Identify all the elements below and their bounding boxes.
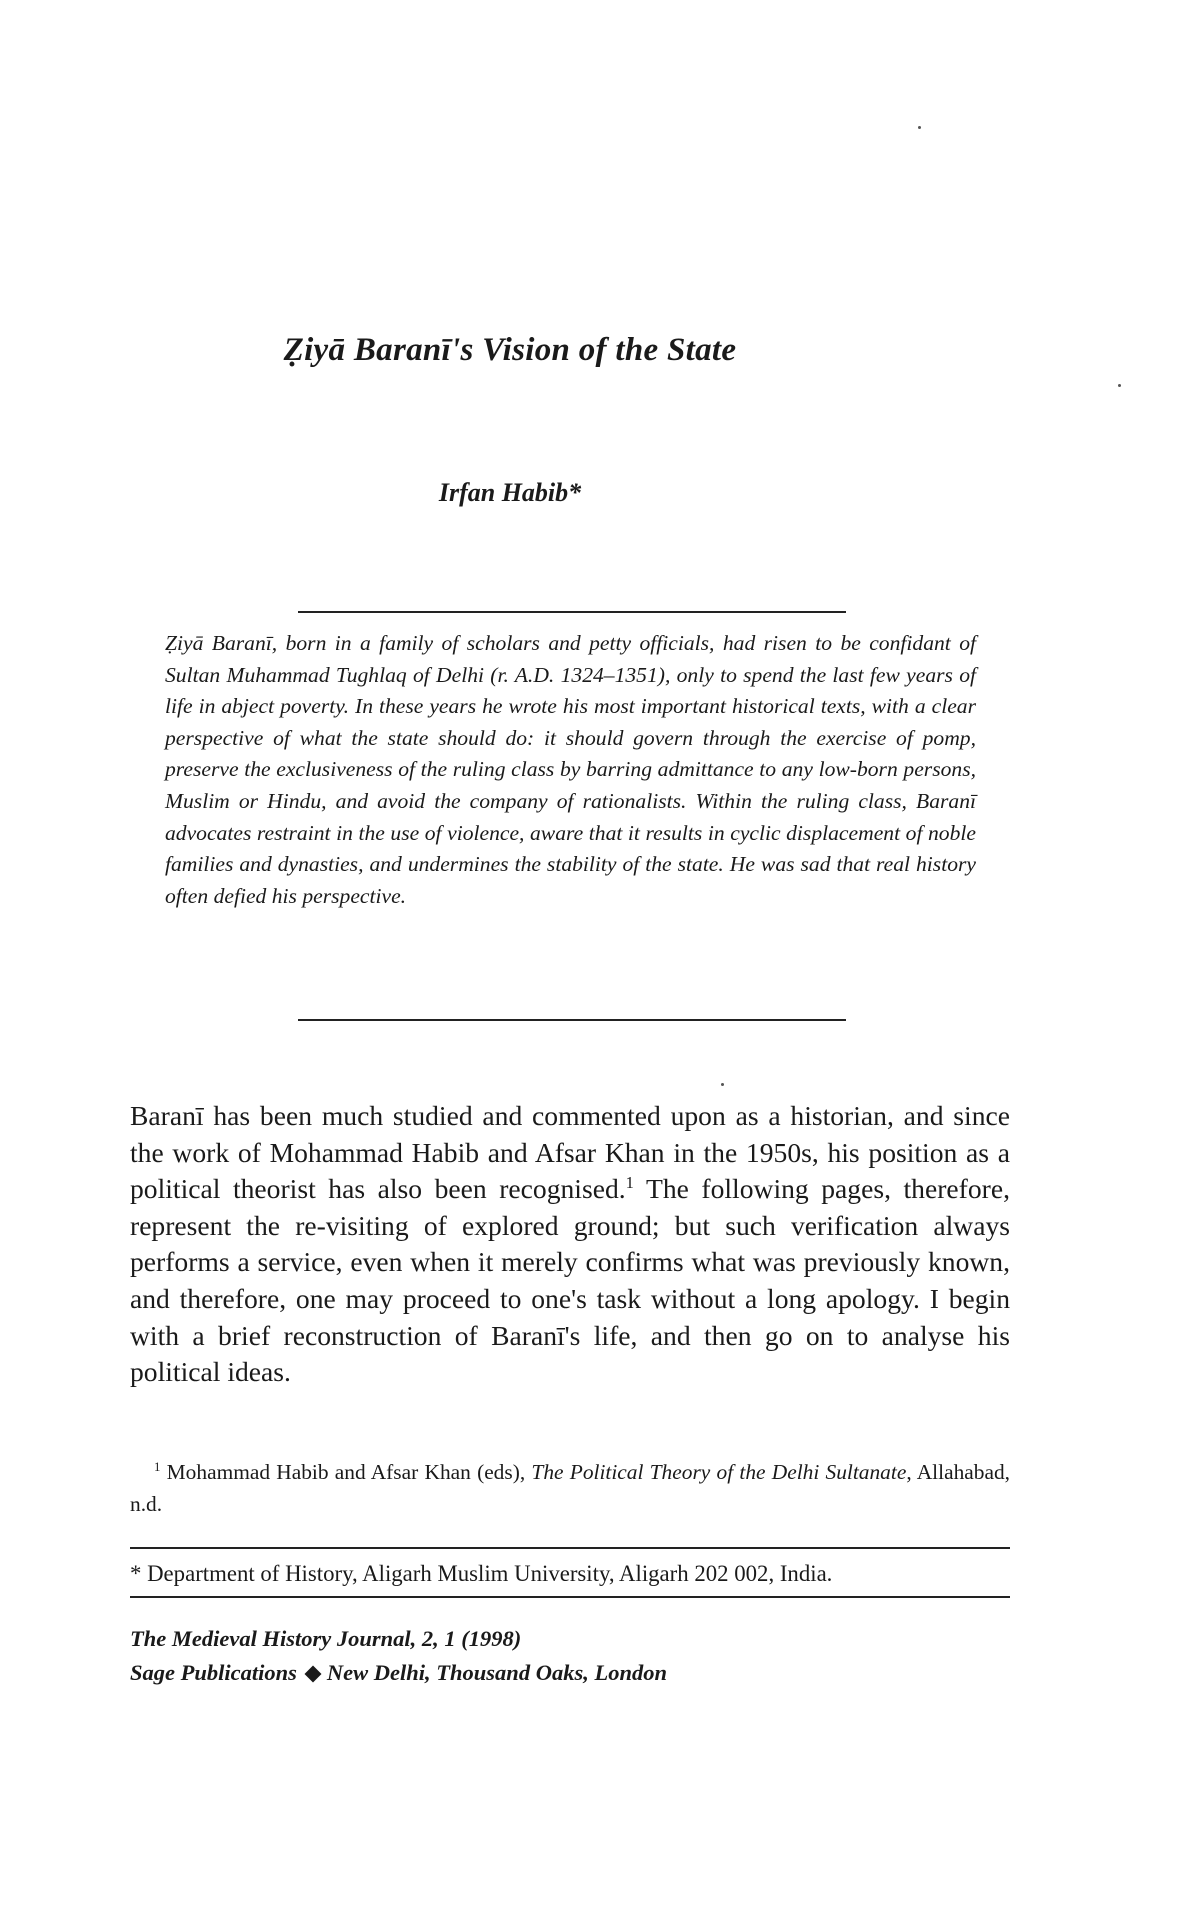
article-title: Ẓiyā Baranī's Vision of the State	[283, 332, 737, 368]
publisher-locations: New Delhi, Thousand Oaks, London	[326, 1660, 667, 1685]
scan-speck	[1118, 384, 1121, 387]
author-affiliation: * Department of History, Aligarh Muslim University, Aligarh 202 002, India.	[130, 1561, 833, 1586]
body-text-part: The following pages, therefore, represent the re-visiting of explored ground; but such verification always performs a service, even when it merely confirms what was previously known, and therefore, one may proceed to one's task without a long apology. I begin with a brief reconstruction of Baranī's life, and then go on to analyse his political ideas.	[130, 1173, 1010, 1388]
footnote-text-part: Mohammad Habib and Afsar Khan (eds),	[160, 1460, 532, 1484]
abstract-top-rule	[298, 611, 846, 613]
article-author: Irfan Habib*	[438, 478, 582, 507]
body-text-part: Baranī has been much studied and commented upon as a historian, and since the work of Mohammad Habib and Afsar Khan in the 1950s, his position as a political theorist has also been recognised.	[130, 1100, 1010, 1205]
publisher-name: Sage Publications	[130, 1660, 297, 1685]
footnote-number: 1	[154, 1459, 161, 1474]
footnote-text	[130, 1456, 1010, 1520]
scan-speck	[918, 126, 921, 129]
abstract	[165, 628, 976, 912]
scan-speck	[721, 1083, 724, 1086]
diamond-icon	[304, 1665, 321, 1682]
footnote-reference: 1	[625, 1173, 634, 1192]
journal-citation: The Medieval History Journal, 2, 1 (1998)	[130, 1626, 522, 1651]
abstract-bottom-rule	[298, 1019, 846, 1021]
affiliation-bottom-rule	[130, 1596, 1010, 1598]
journal-info	[130, 1622, 667, 1690]
footnote	[130, 1456, 1010, 1520]
journal-publisher-line	[130, 1656, 667, 1690]
body-paragraph	[130, 1098, 1010, 1391]
affiliation-top-rule	[130, 1547, 1010, 1549]
body-text	[130, 1098, 1010, 1391]
footnote-book-title: The Political Theory of the Delhi Sultanate	[531, 1460, 907, 1484]
footnote-text-part: , Allahabad, n.d.	[130, 1460, 1010, 1516]
abstract-text: Ẓiyā Baranī, born in a family of scholars and petty officials, had risen to be confidant of Sultan Muhammad Tughlaq of Delhi (r. A.D. 1324–1351), only to spend the last few years of life in abject poverty. In these years he wrote his most important historical texts, with a clear perspective of what the state should do: it should govern through the exercise of pomp, preserve the exclusiveness of the ruling class by barring admittance to any low-born persons, Muslim or Hindu, and avoid the company of rationalists. Within the ruling class, Baranī advocates restraint in the use of violence, aware that it results in cyclic displacement of noble families and dynasties, and undermines the stability of the state. He was sad that real history often defied his perspective.	[165, 631, 976, 908]
